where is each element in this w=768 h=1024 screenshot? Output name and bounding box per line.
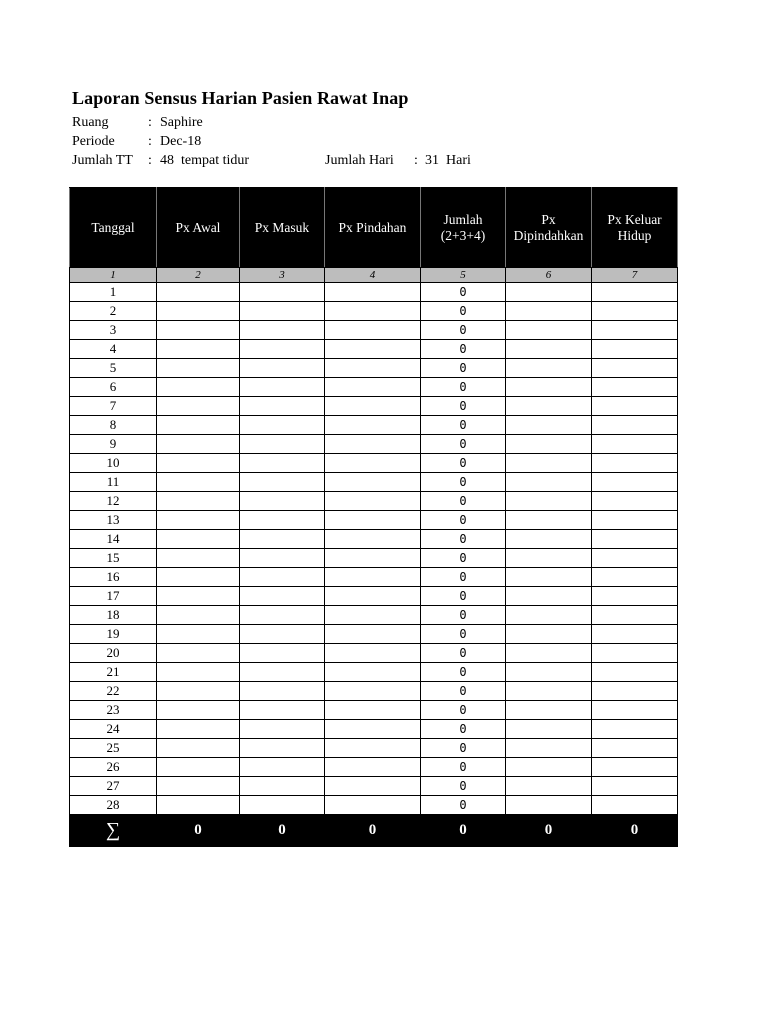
cell-px-pindahan [325,397,421,416]
cell-tanggal: 28 [70,796,157,815]
table-row [70,587,678,606]
table-row [70,663,678,682]
cell-px-masuk [240,682,325,701]
column-number: 4 [325,268,421,283]
cell-px-pindahan [325,302,421,321]
cell-px-awal [157,758,240,777]
cell-px-keluar-hidup [592,416,678,435]
header-px-awal: Px Awal [157,188,240,268]
cell-px-keluar-hidup [592,606,678,625]
cell-tanggal: 24 [70,720,157,739]
cell-jumlah: 0 [421,663,506,682]
cell-px-keluar-hidup [592,568,678,587]
table-row [70,378,678,397]
cell-tanggal: 23 [70,701,157,720]
table-body [70,283,678,815]
periode-value: Dec-18 [160,134,202,149]
cell-px-dipindahkan [506,492,592,511]
cell-px-pindahan [325,796,421,815]
cell-px-awal [157,340,240,359]
ruang-label: Ruang [72,115,109,130]
cell-jumlah: 0 [421,454,506,473]
table-row [70,739,678,758]
cell-px-pindahan [325,283,421,302]
cell-px-awal [157,796,240,815]
cell-jumlah: 0 [421,587,506,606]
cell-tanggal: 17 [70,587,157,606]
cell-px-masuk [240,359,325,378]
cell-px-keluar-hidup [592,625,678,644]
table-row [70,473,678,492]
cell-px-pindahan [325,378,421,397]
cell-px-pindahan [325,758,421,777]
cell-px-dipindahkan [506,663,592,682]
cell-px-pindahan [325,416,421,435]
cell-tanggal: 20 [70,644,157,663]
cell-jumlah: 0 [421,359,506,378]
table-row [70,549,678,568]
census-table [69,187,678,847]
header-jumlah: Jumlah (2+3+4) [421,188,506,268]
header-px-masuk: Px Masuk [240,188,325,268]
cell-jumlah: 0 [421,321,506,340]
table-row [70,321,678,340]
cell-px-awal [157,359,240,378]
cell-tanggal: 14 [70,530,157,549]
table-row [70,492,678,511]
cell-jumlah: 0 [421,777,506,796]
cell-px-dipindahkan [506,606,592,625]
table-row [70,796,678,815]
jumlah-tt-separator: : [148,153,152,168]
cell-px-dipindahkan [506,758,592,777]
table-row [70,397,678,416]
cell-px-dipindahkan [506,302,592,321]
column-number: 5 [421,268,506,283]
cell-px-awal [157,663,240,682]
cell-px-awal [157,549,240,568]
cell-px-dipindahkan [506,701,592,720]
cell-px-masuk [240,435,325,454]
cell-px-masuk [240,568,325,587]
cell-px-keluar-hidup [592,321,678,340]
table-row [70,511,678,530]
periode-separator: : [148,134,152,149]
cell-px-awal [157,435,240,454]
cell-px-keluar-hidup [592,549,678,568]
cell-px-keluar-hidup [592,739,678,758]
cell-tanggal: 11 [70,473,157,492]
cell-px-masuk [240,492,325,511]
cell-jumlah: 0 [421,701,506,720]
cell-px-pindahan [325,720,421,739]
column-number: 1 [70,268,157,283]
table-row [70,568,678,587]
cell-px-masuk [240,530,325,549]
table-row [70,454,678,473]
cell-jumlah: 0 [421,378,506,397]
cell-px-dipindahkan [506,720,592,739]
cell-jumlah: 0 [421,796,506,815]
table-row [70,283,678,302]
cell-px-masuk [240,625,325,644]
header-px-keluar-hidup: Px Keluar Hidup [592,188,678,268]
report-title: Laporan Sensus Harian Pasien Rawat Inap [72,88,409,108]
cell-px-masuk [240,473,325,492]
cell-px-masuk [240,283,325,302]
cell-jumlah: 0 [421,473,506,492]
total-px-dipindahkan: 0 [506,815,592,847]
table-row [70,302,678,321]
cell-px-awal [157,606,240,625]
cell-px-pindahan [325,454,421,473]
cell-px-pindahan [325,644,421,663]
cell-px-awal [157,302,240,321]
cell-px-keluar-hidup [592,397,678,416]
total-px-awal: 0 [157,815,240,847]
cell-px-dipindahkan [506,644,592,663]
cell-px-awal [157,378,240,397]
cell-jumlah: 0 [421,530,506,549]
cell-px-dipindahkan [506,340,592,359]
cell-jumlah: 0 [421,682,506,701]
jumlah-hari-separator: : [414,153,418,168]
cell-px-dipindahkan [506,568,592,587]
cell-px-keluar-hidup [592,492,678,511]
cell-tanggal: 16 [70,568,157,587]
cell-px-masuk [240,606,325,625]
cell-px-pindahan [325,435,421,454]
cell-tanggal: 6 [70,378,157,397]
table-row [70,777,678,796]
table-row [70,416,678,435]
cell-px-keluar-hidup [592,682,678,701]
table-row [70,758,678,777]
cell-tanggal: 15 [70,549,157,568]
cell-px-masuk [240,511,325,530]
cell-px-dipindahkan [506,454,592,473]
cell-px-masuk [240,739,325,758]
cell-px-dipindahkan [506,435,592,454]
cell-px-keluar-hidup [592,796,678,815]
table-row [70,625,678,644]
table-row [70,682,678,701]
cell-jumlah: 0 [421,644,506,663]
table-row [70,720,678,739]
cell-px-pindahan [325,511,421,530]
cell-px-masuk [240,663,325,682]
cell-jumlah: 0 [421,416,506,435]
periode-label: Periode [72,134,115,149]
cell-tanggal: 2 [70,302,157,321]
cell-px-keluar-hidup [592,435,678,454]
cell-tanggal: 5 [70,359,157,378]
column-number: 7 [592,268,678,283]
cell-px-pindahan [325,777,421,796]
totals-row [70,815,678,847]
table-row [70,435,678,454]
cell-px-dipindahkan [506,587,592,606]
cell-px-masuk [240,321,325,340]
cell-px-keluar-hidup [592,473,678,492]
cell-px-keluar-hidup [592,378,678,397]
cell-px-dipindahkan [506,359,592,378]
cell-px-awal [157,701,240,720]
cell-px-dipindahkan [506,416,592,435]
total-px-masuk: 0 [240,815,325,847]
cell-px-masuk [240,796,325,815]
cell-px-pindahan [325,739,421,758]
cell-tanggal: 22 [70,682,157,701]
cell-jumlah: 0 [421,340,506,359]
cell-tanggal: 26 [70,758,157,777]
cell-jumlah: 0 [421,606,506,625]
cell-tanggal: 1 [70,283,157,302]
header-row [70,188,678,268]
cell-px-pindahan [325,663,421,682]
column-number: 2 [157,268,240,283]
cell-px-keluar-hidup [592,777,678,796]
cell-px-awal [157,397,240,416]
cell-px-awal [157,454,240,473]
cell-px-keluar-hidup [592,302,678,321]
cell-px-awal [157,492,240,511]
cell-px-masuk [240,777,325,796]
cell-px-pindahan [325,359,421,378]
cell-jumlah: 0 [421,397,506,416]
cell-px-awal [157,777,240,796]
total-px-pindahan: 0 [325,815,421,847]
column-number: 3 [240,268,325,283]
cell-px-dipindahkan [506,283,592,302]
cell-jumlah: 0 [421,568,506,587]
column-number-row [70,268,678,283]
cell-px-masuk [240,378,325,397]
cell-px-dipindahkan [506,739,592,758]
cell-px-dipindahkan [506,530,592,549]
cell-px-dipindahkan [506,549,592,568]
cell-tanggal: 10 [70,454,157,473]
jumlah-tt-value: 48 tempat tidur [160,153,250,168]
cell-px-dipindahkan [506,378,592,397]
cell-tanggal: 12 [70,492,157,511]
cell-px-masuk [240,340,325,359]
cell-jumlah: 0 [421,625,506,644]
cell-px-awal [157,625,240,644]
cell-px-pindahan [325,625,421,644]
cell-px-keluar-hidup [592,587,678,606]
cell-px-awal [157,682,240,701]
cell-tanggal: 18 [70,606,157,625]
cell-px-dipindahkan [506,397,592,416]
cell-px-dipindahkan [506,625,592,644]
table-row [70,359,678,378]
cell-px-keluar-hidup [592,720,678,739]
cell-px-keluar-hidup [592,283,678,302]
cell-px-pindahan [325,492,421,511]
cell-px-keluar-hidup [592,701,678,720]
ruang-separator: : [148,115,152,130]
cell-px-dipindahkan [506,321,592,340]
cell-px-awal [157,321,240,340]
cell-tanggal: 13 [70,511,157,530]
cell-px-masuk [240,549,325,568]
table-row [70,644,678,663]
cell-px-pindahan [325,568,421,587]
cell-px-masuk [240,302,325,321]
cell-jumlah: 0 [421,739,506,758]
cell-px-pindahan [325,587,421,606]
cell-jumlah: 0 [421,549,506,568]
cell-tanggal: 7 [70,397,157,416]
sum-symbol: ∑ [70,815,157,847]
table-row [70,701,678,720]
cell-jumlah: 0 [421,492,506,511]
cell-px-dipindahkan [506,511,592,530]
cell-px-masuk [240,644,325,663]
cell-px-keluar-hidup [592,340,678,359]
cell-px-keluar-hidup [592,454,678,473]
cell-px-keluar-hidup [592,530,678,549]
cell-tanggal: 4 [70,340,157,359]
cell-px-pindahan [325,606,421,625]
cell-jumlah: 0 [421,511,506,530]
cell-px-masuk [240,397,325,416]
cell-px-pindahan [325,701,421,720]
cell-px-awal [157,511,240,530]
cell-tanggal: 8 [70,416,157,435]
header-px-dipindahkan: Px Dipindahkan [506,188,592,268]
cell-px-masuk [240,720,325,739]
cell-px-awal [157,644,240,663]
header-px-pindahan: Px Pindahan [325,188,421,268]
cell-jumlah: 0 [421,302,506,321]
column-number: 6 [506,268,592,283]
cell-px-pindahan [325,473,421,492]
cell-px-awal [157,720,240,739]
cell-px-pindahan [325,549,421,568]
cell-px-keluar-hidup [592,644,678,663]
cell-px-awal [157,473,240,492]
cell-px-pindahan [325,530,421,549]
table-row [70,606,678,625]
jumlah-tt-label: Jumlah TT [72,153,133,168]
cell-px-awal [157,283,240,302]
cell-px-dipindahkan [506,777,592,796]
cell-jumlah: 0 [421,758,506,777]
cell-px-keluar-hidup [592,758,678,777]
cell-jumlah: 0 [421,720,506,739]
cell-px-awal [157,568,240,587]
cell-tanggal: 19 [70,625,157,644]
cell-px-pindahan [325,340,421,359]
table-row [70,340,678,359]
total-px-keluar-hidup: 0 [592,815,678,847]
cell-px-keluar-hidup [592,511,678,530]
cell-px-keluar-hidup [592,359,678,378]
total-jumlah: 0 [421,815,506,847]
cell-jumlah: 0 [421,435,506,454]
jumlah-hari-label: Jumlah Hari [325,153,394,168]
cell-px-masuk [240,587,325,606]
cell-px-masuk [240,758,325,777]
cell-tanggal: 21 [70,663,157,682]
jumlah-hari-value: 31 Hari [425,153,471,168]
cell-px-masuk [240,701,325,720]
cell-px-pindahan [325,682,421,701]
table-row [70,530,678,549]
cell-px-masuk [240,454,325,473]
cell-jumlah: 0 [421,283,506,302]
cell-px-dipindahkan [506,796,592,815]
cell-px-awal [157,416,240,435]
cell-px-pindahan [325,321,421,340]
cell-px-masuk [240,416,325,435]
cell-tanggal: 25 [70,739,157,758]
cell-tanggal: 3 [70,321,157,340]
cell-px-dipindahkan [506,682,592,701]
cell-px-awal [157,587,240,606]
cell-px-awal [157,739,240,758]
cell-px-keluar-hidup [592,663,678,682]
cell-px-dipindahkan [506,473,592,492]
header-tanggal: Tanggal [70,188,157,268]
ruang-value: Saphire [160,115,203,130]
cell-px-awal [157,530,240,549]
cell-tanggal: 27 [70,777,157,796]
cell-tanggal: 9 [70,435,157,454]
